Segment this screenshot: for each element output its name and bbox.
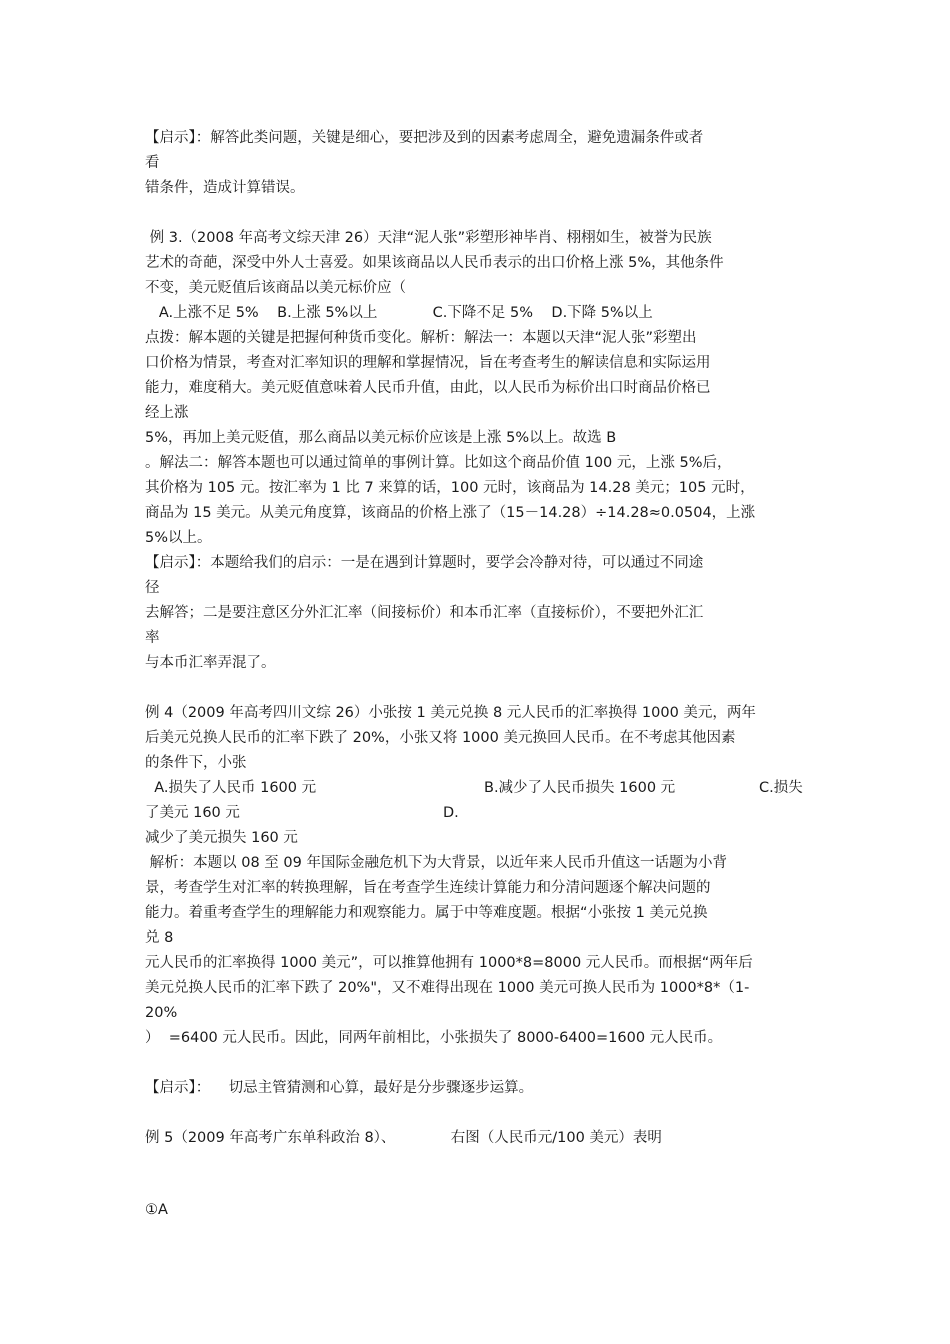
option-c: C.损失 bbox=[759, 780, 803, 796]
text-line: 率 bbox=[145, 630, 160, 646]
text-line: 【启示】：本题给我们的启示：一是在遇到计算题时，要学会冷静对待，可以通过不同途 bbox=[145, 555, 704, 571]
option-b: B.减少了人民币损失 1600 元 bbox=[484, 780, 676, 796]
list-item: ①A bbox=[145, 1202, 168, 1218]
text-line: 美元兑换人民币的汇率下跌了 20%"，又不难得出现在 1000 美元可换人民币为 1000*8*（1- bbox=[145, 980, 750, 996]
example-3-title: 例 3.（2008 年高考文综天津 26）天津“泥人张”彩塑形神毕肖、栩栩如生，被誉为民族 bbox=[145, 230, 712, 246]
text-line: 看 bbox=[145, 155, 160, 171]
text-line: 不变，美元贬值后该商品以美元标价应（ bbox=[145, 280, 406, 296]
text-line: 5%，再加上美元贬值，那么商品以美元标价应该是上涨 5%以上。故选 B bbox=[145, 430, 617, 446]
text-line: 能力。着重考查学生的理解能力和观察能力。属于中等难度题。根据“小张按 1 美元兑换 bbox=[145, 905, 708, 921]
text-line: 经上涨 bbox=[145, 405, 189, 421]
example-3-options: A.上涨不足 5% B.上涨 5%以上 C.下降不足 5% D.下降 5%以上 bbox=[145, 305, 653, 321]
text-line: 去解答；二是要注意区分外汇汇率（间接标价）和本币汇率（直接标价），不要把外汇汇 bbox=[145, 605, 704, 621]
option-c-continued: 了美元 160 元 bbox=[145, 805, 240, 821]
text-line: 。解法二：解答本题也可以通过简单的事例计算。比如这个商品价值 100 元，上涨 5%后， bbox=[145, 455, 732, 471]
text-line: 能力，难度稍大。美元贬值意味着人民币升值，由此，以人民币为标价出口时商品价格已 bbox=[145, 380, 711, 396]
text-line: 商品为 15 美元。从美元角度算，该商品的价格上涨了（15－14.28）÷14.28≈0.0504，上涨 bbox=[145, 505, 756, 521]
text-line: ） =6400 元人民币。因此，同两年前相比，小张损失了 8000-6400=1600 元人民币。 bbox=[145, 1030, 723, 1046]
text-line: 艺术的奇葩，深受中外人士喜爱。如果该商品以人民币表示的出口价格上涨 5%，其他条件 bbox=[145, 255, 724, 271]
text-line: 元人民币的汇率换得 1000 美元”，可以推算他拥有 1000*8=8000 元人民币。而根据“两年后 bbox=[145, 955, 753, 971]
text-line: 解析：本题以 08 至 09 年国际金融危机下为大背景，以近年来人民币升值这一话题为小背 bbox=[145, 855, 727, 871]
text-line: 口价格为情景，考查对汇率知识的理解和掌握情况，旨在考查考生的解读信息和实际运用 bbox=[145, 355, 711, 371]
example-5-title: 例 5（2009 年高考广东单科政治 8）、 右图（人民币元/100 美元）表明 bbox=[145, 1130, 662, 1146]
option-d: D. bbox=[443, 805, 459, 821]
example-4-title: 例 4（2009 年高考四川文综 26）小张按 1 美元兑换 8 元人民币的汇率换得 1000 美元，两年 bbox=[145, 705, 756, 721]
text-line: 点拨：解本题的关键是把握何种货币变化。解析：解法一：本题以天津“泥人张”彩塑出 bbox=[145, 330, 697, 346]
text-line: 【启示】：解答此类问题，关键是细心，要把涉及到的因素考虑周全，避免遗漏条件或者 bbox=[145, 130, 704, 146]
text-line: 5%以上。 bbox=[145, 530, 212, 546]
text-line: 其价格为 105 元。按汇率为 1 比 7 来算的话，100 元时，该商品为 14.28 美元；105 元时， bbox=[145, 480, 755, 496]
text-line: 的条件下，小张 bbox=[145, 755, 247, 771]
text-line: 20% bbox=[145, 1005, 178, 1021]
text-line: 兑 8 bbox=[145, 930, 174, 946]
option-a: A.损失了人民币 1600 元 bbox=[145, 780, 317, 796]
text-line: 径 bbox=[145, 580, 160, 596]
text-line: 后美元兑换人民币的汇率下跌了 20%，小张又将 1000 美元换回人民币。在不考虑其他因素 bbox=[145, 730, 736, 746]
option-d-continued: 减少了美元损失 160 元 bbox=[145, 830, 298, 846]
hint-line: 【启示】： 切忌主管猜测和心算，最好是分步骤逐步运算。 bbox=[145, 1080, 534, 1096]
text-line: 与本币汇率弄混了。 bbox=[145, 655, 276, 671]
text-line: 错条件，造成计算错误。 bbox=[145, 180, 305, 196]
text-line: 景，考查学生对汇率的转换理解，旨在考查学生连续计算能力和分清问题逐个解决问题的 bbox=[145, 880, 711, 896]
